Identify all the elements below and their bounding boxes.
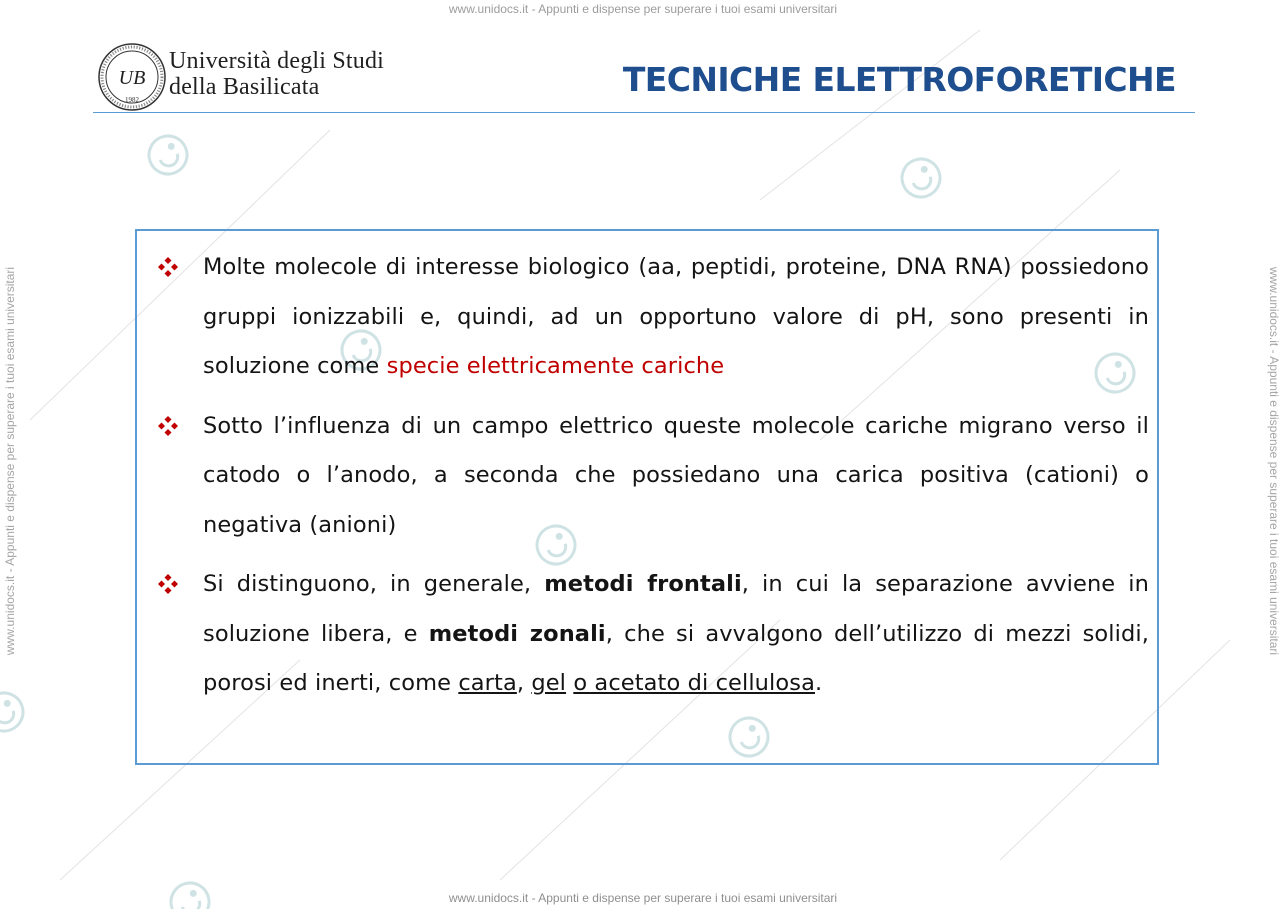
unidocs-watermark-icon (144, 131, 193, 180)
bullet-text: , in cui la separazione avviene in soluzione libera, e (203, 571, 1149, 647)
unidocs-watermark-icon (897, 154, 946, 203)
content-box (135, 229, 1159, 765)
bullet-text: Si distinguono, in generale, (203, 571, 545, 597)
bullet-text: , (516, 670, 532, 696)
bullet-item (157, 560, 1149, 709)
university-name-line2: della Basilicata (169, 74, 320, 100)
watermark-left-text: www.unidocs.it - Appunti e dispense per superare i tuoi esami universitari (3, 266, 17, 656)
diamond-bullet-icon (157, 415, 179, 437)
university-logo (97, 42, 407, 114)
bullet-text: Sotto l’influenza di un campo elettrico queste molecole cariche migrano verso il catodo o l’anodo, a seconda che possiedano una carica positiva (cationi) o negativa (anioni) (203, 412, 1149, 538)
underlined-term-acetato: o acetato di cellulosa (573, 670, 815, 696)
watermark-right-text: www.unidocs.it - Appunti e dispense per superare i tuoi esami universitari (1267, 266, 1281, 656)
underlined-term-gel: gel (531, 670, 567, 696)
bullet-text: . (814, 670, 823, 696)
bullet-item (157, 402, 1149, 551)
bold-term-frontali: metodi frontali (544, 571, 742, 597)
university-name-line1: Università degli Studi (169, 48, 385, 74)
highlight-text: specie elettricamente cariche (386, 353, 725, 379)
svg-text:UB: UB (118, 67, 146, 89)
diamond-bullet-icon (157, 573, 179, 595)
university-name (169, 48, 384, 100)
page-title: TECNICHE ELETTROFORETICHE (622, 60, 1176, 99)
bullet-item (157, 243, 1149, 392)
underlined-term-carta: carta (458, 670, 517, 696)
watermark-line (760, 30, 980, 200)
diamond-bullet-icon (157, 256, 179, 278)
bullet-list (157, 243, 1149, 719)
unidocs-watermark-icon (0, 688, 28, 737)
header-divider (93, 112, 1195, 113)
unidocs-watermark-icon (166, 878, 215, 909)
watermark-bottom-text: www.unidocs.it - Appunti e dispense per superare i tuoi esami universitari (448, 891, 838, 905)
university-seal-icon (97, 42, 167, 112)
bullet-text: Molte molecole di interesse biologico (aa, peptidi, proteine, DNA RNA) possiedono gruppi ionizzabili e, quindi, ad un opportuno valore di pH, sono presenti in soluzione come (203, 254, 1149, 379)
watermark-top-text: www.unidocs.it - Appunti e dispense per superare i tuoi esami universitari (448, 2, 838, 16)
bold-term-zonali: metodi zonali (428, 620, 606, 647)
bullet-text: , che si avvalgono dell’utilizzo di mezzi solidi, porosi ed inerti, come (203, 620, 1149, 696)
svg-text:1982: 1982 (125, 96, 139, 104)
